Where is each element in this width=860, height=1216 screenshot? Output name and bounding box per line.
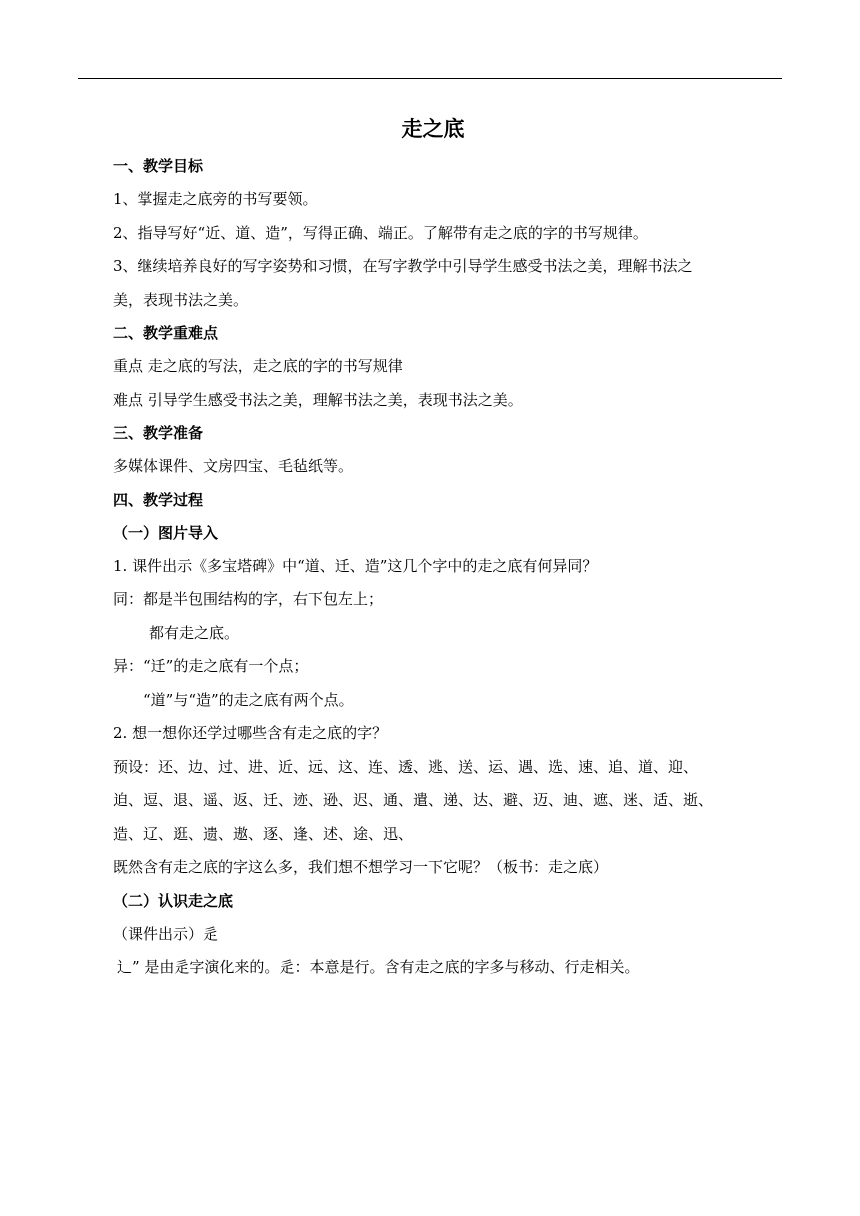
- document-title: 走之底: [401, 117, 465, 141]
- diff-line-2: “道”与“造”的走之底有两个点。: [143, 690, 354, 709]
- preset-line-3: 造、辽、逛、遗、遨、逐、逢、述、途、迅、: [113, 824, 414, 843]
- section-heading-objectives: 一、教学目标: [113, 157, 204, 175]
- section-heading-process: 四、教学过程: [113, 490, 204, 509]
- header-rule: [78, 78, 782, 79]
- transition-text: 既然含有走之底的字这么多，我们想不想学习一下它呢？（板书：走之底）: [113, 858, 609, 876]
- objective-item-2: 2、指导写好“近、道、造”，写得正确、端正。了解带有走之底的字的书写规律。: [113, 223, 648, 242]
- question-2: 2. 想一想你还学过哪些含有走之底的字？: [113, 724, 388, 742]
- objective-item-1: 1、掌握走之底旁的书写要领。: [113, 190, 318, 208]
- diff-line-1: 异：“迁”的走之底有一个点；: [113, 657, 309, 675]
- preparation-text: 多媒体课件、文房四宝、毛毡纸等。: [113, 457, 354, 475]
- objective-item-3-line-1: 3、继续培养良好的写字姿势和习惯，在写字教学中引导学生感受书法之美，理解书法之: [113, 257, 693, 275]
- section-heading-key-points: 二、教学重难点: [113, 324, 219, 342]
- preset-line-1: 预设：还、边、过、进、近、远、这、连、透、逃、送、运、遇、选、速、追、道、迎、: [113, 757, 699, 776]
- subsection-heading-recognize: （二）认识走之底: [113, 891, 234, 910]
- same-line-1: 同：都是半包围结构的字，右下包左上；: [113, 590, 384, 608]
- subsection-heading-intro: （一）图片导入: [113, 523, 219, 542]
- document-body: [113, 114, 793, 985]
- objective-item-3-line-2: 美，表现书法之美。: [113, 290, 249, 309]
- same-line-2: 都有走之底。: [149, 623, 240, 642]
- courseware-text: （课件出示）辵: [113, 924, 219, 943]
- difficult-point-text: 难点 引导学生感受书法之美，理解书法之美，表现书法之美。: [113, 390, 523, 409]
- question-1: 1. 课件出示《多宝塔碑》中“道、迁、造”这几个字中的走之底有何异同？: [113, 556, 598, 575]
- section-heading-preparation: 三、教学准备: [113, 424, 204, 442]
- preset-line-2: 迫、逗、退、遥、返、迁、迹、逊、迟、通、遣、递、达、避、迈、迪、遮、迷、适、逝、: [113, 791, 714, 809]
- explanation-text: 辶” 是由辵字演化来的。辵：本意是行。含有走之底的字多与移动、行走相关。: [117, 958, 640, 976]
- key-point-text: 重点 走之底的写法，走之底的字的书写规律: [113, 357, 403, 375]
